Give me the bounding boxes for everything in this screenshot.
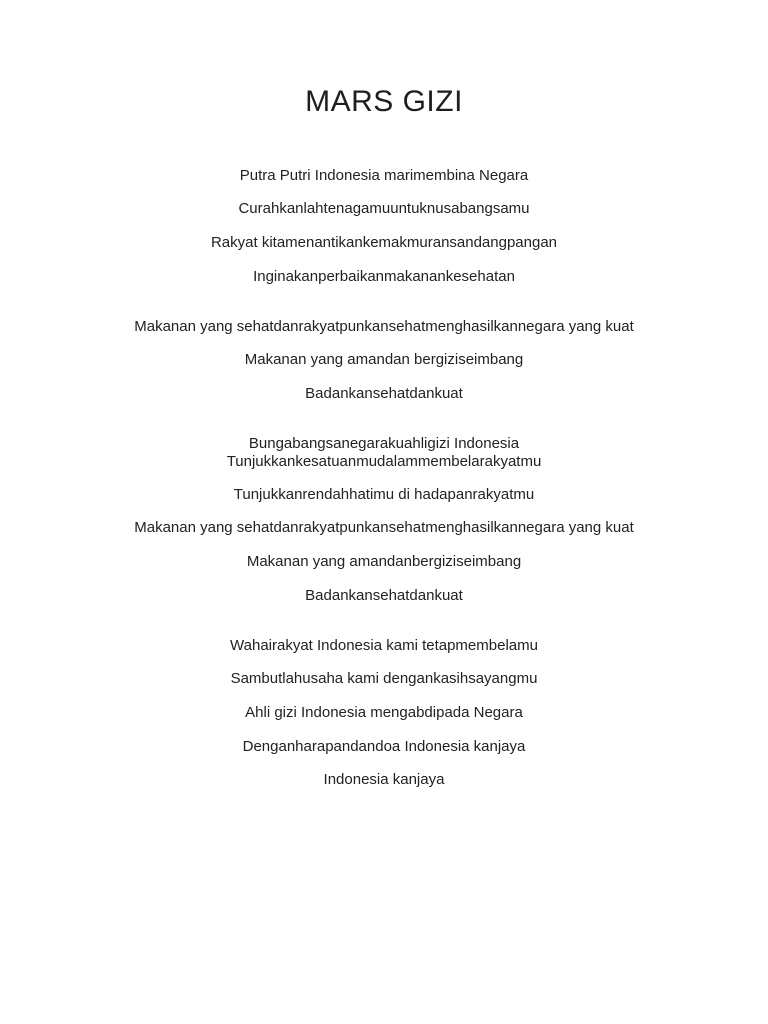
lyric-line: Inginakanperbaikanmakanankesehatan xyxy=(253,268,515,285)
page-title: MARS GIZI xyxy=(305,85,463,118)
lyric-line: Wahairakyat Indonesia kami tetapmembelamu xyxy=(230,637,538,654)
lyric-line: Makanan yang sehatdanrakyatpunkansehatmenghasilkannegara yang kuat xyxy=(134,519,634,536)
lyric-line: Tunjukkanrendahhatimu di hadapanrakyatmu xyxy=(233,486,535,503)
lyric-line: Makanan yang amandan bergiziseimbang xyxy=(244,351,524,368)
lyric-line: Rakyat kitamenantikankemakmuransandangpangan xyxy=(210,234,558,251)
lyric-line: Indonesia kanjaya xyxy=(323,771,445,788)
lyric-line: Makanan yang sehatdanrakyatpunkansehatmenghasilkannegara yang kuat xyxy=(134,318,634,335)
lyric-line: Bungabangsanegarakuahligizi Indonesia xyxy=(248,435,520,452)
lyric-line: Ahli gizi Indonesia mengabdipada Negara xyxy=(245,704,523,721)
lyric-line: Badankansehatdankuat xyxy=(305,385,463,402)
lyric-line: Makanan yang amandanbergiziseimbang xyxy=(246,553,522,570)
lyric-line: Curahkanlahtenagamuuntuknusabangsamu xyxy=(238,200,530,217)
lyric-line: Putra Putri Indonesia marimembina Negara xyxy=(239,167,529,184)
lyric-line: Tunjukkankesatuanmudalammembelarakyatmu xyxy=(226,453,542,470)
lyric-line: Sambutlahusaha kami dengankasihsayangmu xyxy=(230,670,538,687)
lyric-line: Denganharapandandoa Indonesia kanjaya xyxy=(242,738,526,755)
lyric-line: Badankansehatdankuat xyxy=(305,587,463,604)
